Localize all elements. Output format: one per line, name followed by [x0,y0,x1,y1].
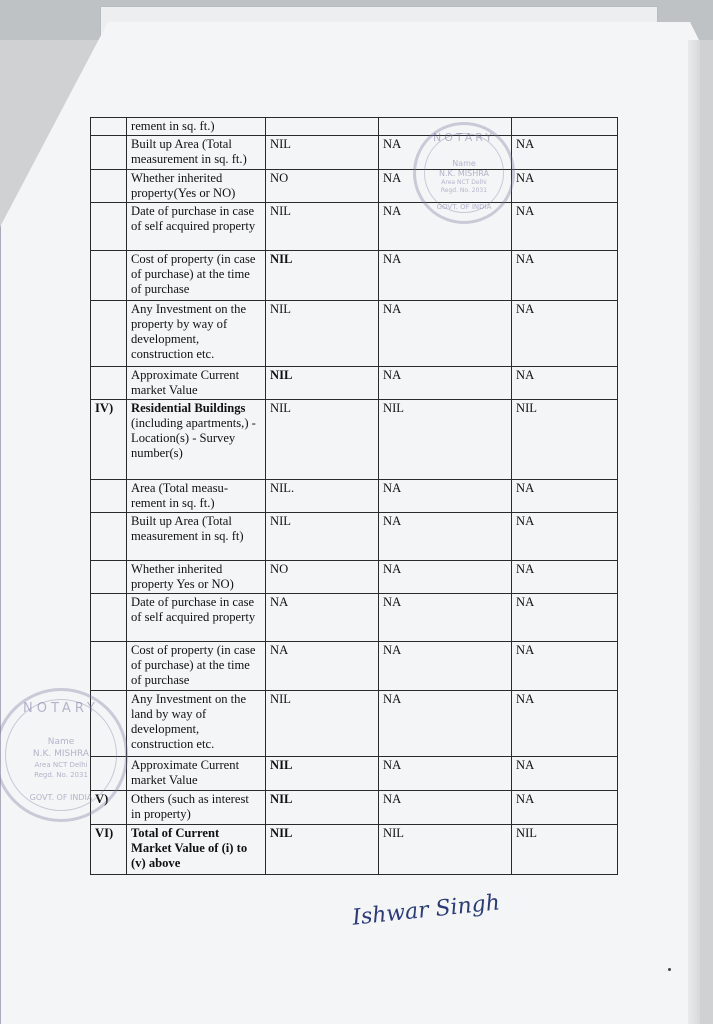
table-row [91,757,618,791]
row-number: V) [91,791,127,825]
value-self: NIL [266,513,379,561]
stamp-name: N.K. MISHRA [32,749,90,759]
table-row [91,642,618,691]
table-row [91,251,618,301]
row-label: Date of purchase in case of self acquired property [127,203,266,251]
row-number [91,594,127,642]
value-spouse: NA [379,170,512,203]
value-spouse: NA [379,480,512,513]
ink-dot [668,968,671,971]
value-spouse: NIL [379,400,512,480]
value-dependent: NA [512,642,618,691]
stamp-area: Area NCT Delhi [34,761,88,769]
value-spouse: NA [379,594,512,642]
row-number [91,170,127,203]
value-spouse: NA [379,513,512,561]
stamp-name-label: Name [452,159,476,168]
value-spouse: NA [379,136,512,170]
stamp-name-label: Name [47,737,75,747]
row-label: Cost of property (in case of purchase) at the time of purchase [127,251,266,301]
value-spouse: NA [379,301,512,367]
page-edge [688,40,700,1024]
notary-stamp-left [0,688,128,822]
value-dependent: NA [512,480,618,513]
value-self: NIL [266,757,379,791]
stamp-reg: Regd. No. 2031 [440,187,488,194]
row-number [91,642,127,691]
value-spouse: NA [379,791,512,825]
row-label: Any Investment on the land by way of development, construction etc. [127,691,266,757]
row-label: Others (such as interest in property) [127,791,266,825]
row-label: Whether inherited property Yes or NO) [127,561,266,594]
value-dependent: NA [512,203,618,251]
value-dependent: NA [512,691,618,757]
value-self [266,118,379,136]
row-number [91,203,127,251]
value-dependent: NA [512,301,618,367]
value-spouse: NA [379,642,512,691]
row-label: Cost of property (in case of purchase) at the time of purchase [127,642,266,691]
row-label: Total of Current Market Value of (i) to (v) above [127,825,266,875]
row-label: Area (Total measu-rement in sq. ft.) [127,480,266,513]
table-row [91,513,618,561]
value-spouse: NA [379,367,512,400]
value-self: NIL [266,691,379,757]
value-self: NIL [266,136,379,170]
value-dependent: NA [512,791,618,825]
table-row [91,594,618,642]
row-label-detail: (including apartments,) -Location(s) - Survey number(s) [131,416,256,460]
stamp-country: GOVT. OF INDIA [436,203,492,211]
table-row [91,203,618,251]
table-row [91,118,618,136]
value-spouse: NA [379,757,512,791]
row-label: Any Investment on the property by way of development, construction etc. [127,301,266,367]
value-dependent: NA [512,757,618,791]
stamp-title: NOTARY [23,701,99,716]
value-self: NIL [266,400,379,480]
value-dependent: NA [512,251,618,301]
row-label: Built up Area (Total measurement in sq. ft) [127,513,266,561]
value-dependent: NA [512,367,618,400]
row-number: VI) [91,825,127,875]
value-dependent: NIL [512,825,618,875]
value-self: NO [266,170,379,203]
value-self: NO [266,561,379,594]
stamp-area: Area NCT Delhi [441,179,487,186]
row-number: IV) [91,400,127,480]
row-label: rement in sq. ft.) [127,118,266,136]
value-dependent [512,118,618,136]
value-spouse: NA [379,561,512,594]
value-spouse: NA [379,203,512,251]
value-dependent: NA [512,561,618,594]
row-number [91,251,127,301]
stamp-country: GOVT. OF INDIA [29,793,93,802]
row-label-heading: Residential Buildings [131,401,246,415]
value-self: NIL [266,251,379,301]
value-self: NA [266,594,379,642]
row-number [91,118,127,136]
row-number [91,367,127,400]
stamp-name: N.K. MISHRA [439,169,489,178]
value-self: NIL. [266,480,379,513]
value-spouse: NA [379,251,512,301]
value-self: NIL [266,301,379,367]
value-dependent: NA [512,594,618,642]
signature: Ishwar Singh [351,890,502,931]
row-label [127,400,266,480]
value-dependent: NIL [512,400,618,480]
value-dependent: NA [512,513,618,561]
value-self: NIL [266,367,379,400]
row-label: Whether inherited property(Yes or NO) [127,170,266,203]
value-self: NIL [266,825,379,875]
row-label: Built up Area (Total measurement in sq. ft.) [127,136,266,170]
row-label: Date of purchase in case of self acquired property [127,594,266,642]
row-label: Approximate Current market Value [127,367,266,400]
value-dependent: NA [512,170,618,203]
row-number [91,480,127,513]
value-dependent: NA [512,136,618,170]
table-row [91,480,618,513]
row-number [91,561,127,594]
notary-stamp-top [413,122,515,224]
table-row [91,825,618,875]
row-number [91,136,127,170]
stamp-title: NOTARY [433,131,495,144]
table-row [91,170,618,203]
stamp-reg: Regd. No. 2031 [34,771,88,779]
value-self: NA [266,642,379,691]
row-number [91,513,127,561]
property-table [90,117,618,875]
property-table-body [91,118,618,875]
row-label: Approximate Current market Value [127,757,266,791]
table-row [91,691,618,757]
table-row [91,367,618,400]
value-spouse: NA [379,691,512,757]
value-self: NIL [266,791,379,825]
table-row [91,561,618,594]
value-self: NIL [266,203,379,251]
table-row [91,301,618,367]
table-row [91,791,618,825]
table-row [91,136,618,170]
table-row [91,400,618,480]
row-number [91,301,127,367]
value-spouse: NIL [379,825,512,875]
